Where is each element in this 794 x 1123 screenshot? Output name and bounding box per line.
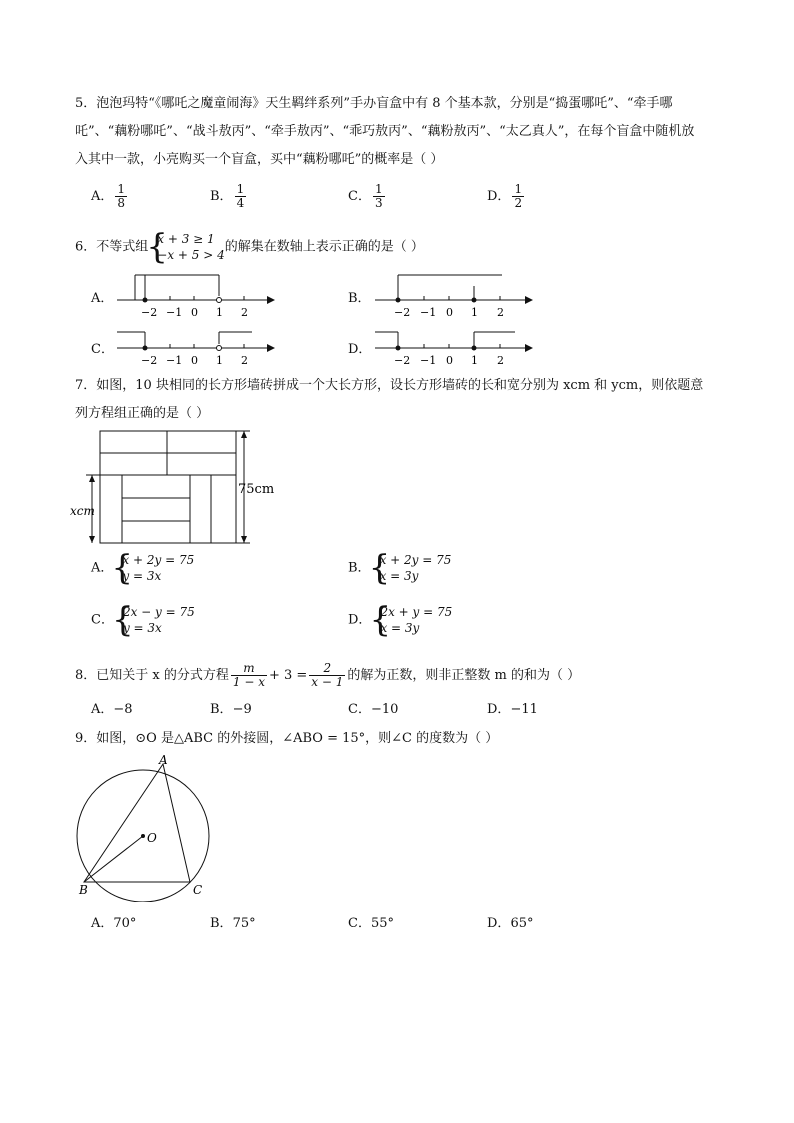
q5-option-a[interactable] xyxy=(91,183,129,210)
q5-option-b[interactable] xyxy=(210,183,248,210)
tick-label: 1 xyxy=(471,354,478,367)
q9-stem: 9．如图，⊙O 是△ABC 的外接圆，∠ABO = 15°，则∠C 的度数为（ ） xyxy=(75,731,499,746)
tick-label: 0 xyxy=(191,354,198,367)
q8-suffix: 的解为正数，则非正整数 m 的和为（ ） xyxy=(347,668,581,683)
q5-line-1: 5．泡泡玛特“《哪吒之魔童闹海》天生羁绊系列”手办盲盒中有 8 个基本款，分别是“捣蛋哪吒”、“牵手哪 xyxy=(75,96,673,111)
tick-label: 2 xyxy=(241,306,248,318)
tick-label: 2 xyxy=(497,306,504,318)
q7-option-c[interactable] xyxy=(91,604,195,636)
q8-stem xyxy=(75,662,580,689)
q9-option-d[interactable]: D．65° xyxy=(487,916,534,931)
q5-line-3: 入其中一款，小亮购买一个盲盒，买中“藕粉哪吒”的概率是（ ） xyxy=(75,152,444,167)
q7-option-b[interactable] xyxy=(348,552,451,584)
equation-system: { x + 2y = 75 x = 3y xyxy=(371,552,452,584)
q7-option-a[interactable] xyxy=(91,552,194,584)
q6-option-a-numberline xyxy=(112,268,282,318)
q6-suffix: 的解集在数轴上表示正确的是（ ） xyxy=(224,239,424,255)
q6-option-c-numberline xyxy=(112,322,282,368)
q6-option-b-label[interactable]: B． xyxy=(348,291,371,306)
inequality-system: { x + 3 ≥ 1 −x + 5 > 4 xyxy=(148,231,224,263)
option-label: B． xyxy=(210,189,233,204)
tick-label: 0 xyxy=(446,354,453,367)
tick-label: 0 xyxy=(446,306,453,318)
point-o-label: O xyxy=(147,831,157,845)
q9-circle-figure xyxy=(66,754,226,902)
tick-label: −2 xyxy=(394,354,411,367)
tick-label: −2 xyxy=(394,306,411,318)
q6-option-b-numberline xyxy=(370,268,540,318)
tick-label: 1 xyxy=(471,306,478,318)
tick-label: −1 xyxy=(166,354,183,367)
q7-option-d[interactable] xyxy=(348,604,452,636)
q9-option-c[interactable]: C．55° xyxy=(348,916,394,931)
point-b-label: B xyxy=(79,883,88,897)
fraction: $\frac{1}{2}$ xyxy=(514,182,523,210)
tick-label: 1 xyxy=(216,306,223,318)
fraction: $\frac{1}{4}$ xyxy=(236,182,245,210)
tick-label: −1 xyxy=(166,306,183,318)
equation-system: { x + 2y = 75 y = 3x xyxy=(113,552,194,584)
tick-label: −1 xyxy=(420,354,437,367)
q8-option-d[interactable]: D．−11 xyxy=(487,702,538,717)
q8-option-b[interactable]: B．−9 xyxy=(210,702,252,717)
tick-label: 1 xyxy=(216,354,223,367)
fraction-left: $\frac{m}{1 - x}$ xyxy=(232,661,265,689)
tick-label: 2 xyxy=(497,354,504,367)
tick-label: 0 xyxy=(191,306,198,318)
q6-option-d-numberline xyxy=(370,322,540,368)
q5-option-c[interactable] xyxy=(348,183,387,210)
option-label: B． xyxy=(348,560,371,576)
tick-label: −1 xyxy=(420,306,437,318)
q8-prefix: 8．已知关于 x 的分式方程 xyxy=(75,668,229,683)
q6-option-c-label[interactable]: C． xyxy=(91,342,114,357)
tick-label: −2 xyxy=(141,306,158,318)
q7-brick-figure xyxy=(70,425,290,550)
fraction: $\frac{1}{3}$ xyxy=(374,182,383,210)
tick-label: 2 xyxy=(241,354,248,367)
fraction: $\frac{1}{8}$ xyxy=(117,182,126,210)
q8-option-c[interactable]: C．−10 xyxy=(348,702,399,717)
q9-option-b[interactable]: B．75° xyxy=(210,916,256,931)
equation-system: { 2x + y = 75 x = 3y xyxy=(371,604,452,636)
q6-option-a-label[interactable]: A． xyxy=(91,291,114,306)
option-label: A． xyxy=(91,189,114,204)
q8-mid: + 3 = xyxy=(268,668,308,683)
q6-prefix: 6．不等式组 xyxy=(75,239,149,255)
q7-line-1: 7．如图，10 块相同的长方形墙砖拼成一个大长方形，设长方形墙砖的长和宽分别为 xcm 和 ycm，则依题意 xyxy=(75,378,704,393)
option-label: D． xyxy=(487,189,511,204)
q5-option-d[interactable] xyxy=(487,183,526,210)
q7-line-2: 列方程组正确的是（ ） xyxy=(75,406,210,421)
q6-option-d-label[interactable]: D． xyxy=(348,342,372,357)
fraction-right: $\frac{2}{x - 1}$ xyxy=(311,661,344,689)
q9-option-a[interactable]: A．70° xyxy=(91,916,137,931)
x-label: xcm xyxy=(70,504,95,518)
q8-option-a[interactable]: A．−8 xyxy=(91,702,133,717)
option-label: C． xyxy=(348,189,371,204)
tick-label: −2 xyxy=(141,354,158,367)
equation-system: { 2x − y = 75 y = 3x xyxy=(114,604,195,636)
option-label: D． xyxy=(348,612,372,628)
option-label: A． xyxy=(91,560,114,576)
q6-stem xyxy=(75,231,424,263)
option-label: C． xyxy=(91,612,114,628)
height-label: 75cm xyxy=(238,482,275,497)
q5-line-2: 吒”、“藕粉哪吒”、“战斗敖丙”、“牵手敖丙”、“乖巧敖丙”、“藕粉敖丙”、“太乙真人”，在每个盲盒中随机放 xyxy=(75,124,695,139)
point-c-label: C xyxy=(193,883,203,897)
point-a-label: A xyxy=(159,754,168,767)
